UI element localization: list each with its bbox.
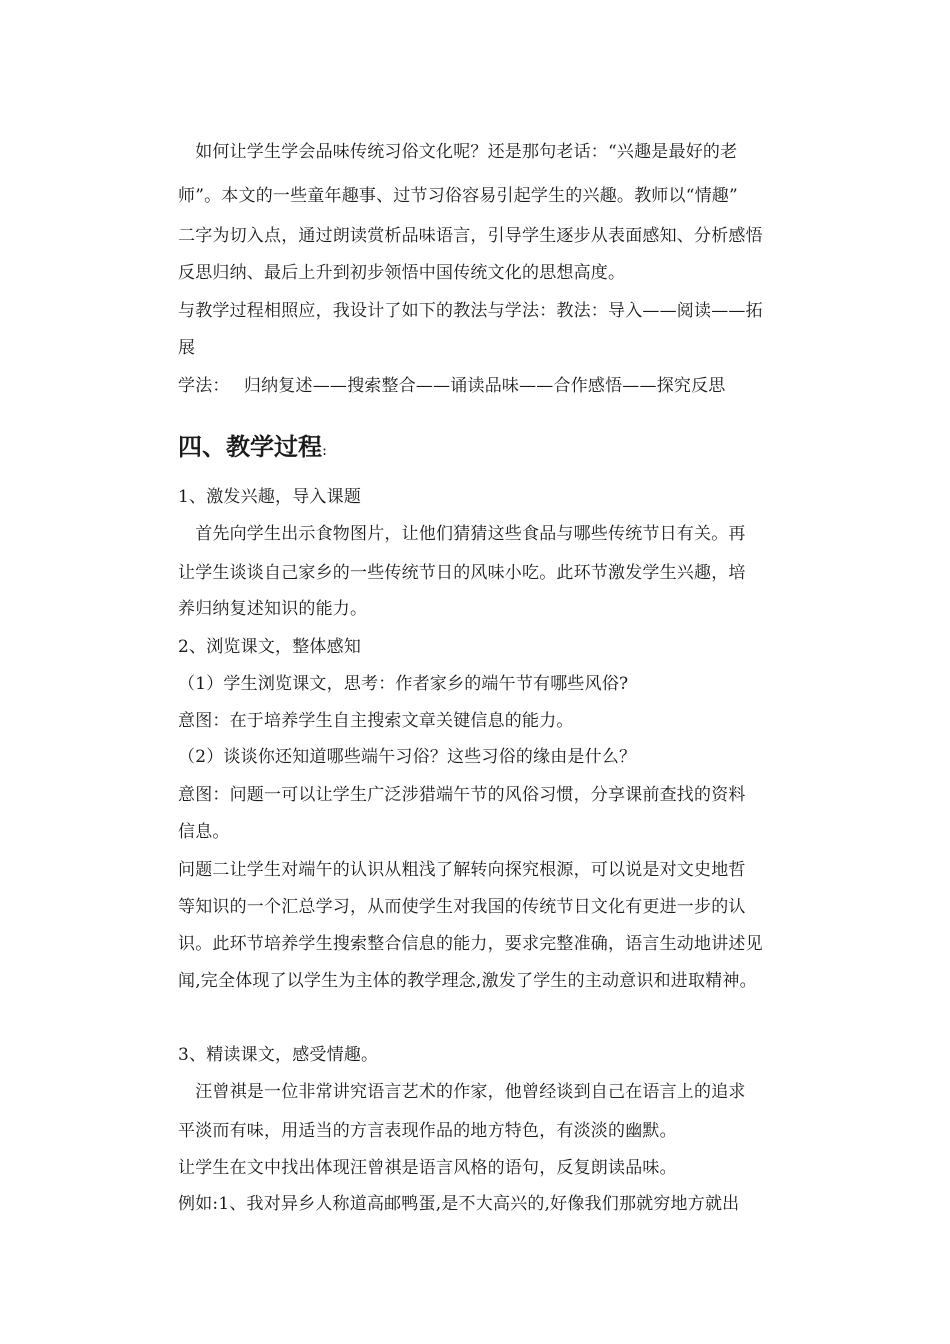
paragraph-line: 二字为切入点，通过朗读赏析品味语言，引导学生逐步从表面感知、分析感悟 — [178, 226, 763, 246]
paragraph-line: 识。此环节培养学生搜索整合信息的能力，要求完整准确，语言生动地讲述见 — [178, 934, 763, 954]
section-heading-text: 四、教学过程 — [178, 432, 322, 461]
paragraph-line: 意图：在于培养学生自主搜索文章关键信息的能力。 — [178, 711, 574, 731]
paragraph-line: 信息。 — [178, 822, 230, 842]
paragraph-line: （2）谈谈你还知道哪些端午习俗？这些习俗的缘由是什么？ — [178, 747, 637, 767]
paragraph-line: 学法： 归纳复述——搜索整合——诵读品味——合作感悟——探究反思 — [178, 376, 726, 396]
paragraph-line: 等知识的一个汇总学习，从而使学生对我国的传统节日文化有更进一步的认 — [178, 897, 746, 917]
paragraph-line: 汪曾祺是一位非常讲究语言艺术的作家，他曾经谈到自己在语言上的追求 — [178, 1082, 746, 1102]
paragraph-line: 闻,完全体现了以学生为主体的教学理念,激发了学生的主动意识和进取精神。 — [178, 971, 757, 991]
paragraph-line: 与教学过程相照应，我设计了如下的教法与学法：教法：导入——阅读——拓 — [178, 301, 763, 321]
paragraph-line: 首先向学生出示食物图片，让他们猜猜这些食品与哪些传统节日有关。再 — [178, 524, 746, 544]
paragraph-line: 展 — [178, 338, 196, 358]
section-heading-colon: : — [322, 441, 328, 459]
paragraph-line: 反思归纳、最后上升到初步领悟中国传统文化的思想高度。 — [178, 263, 626, 283]
paragraph-line: 意图：问题一可以让学生广泛涉猎端午节的风俗习惯，分享课前查找的资料 — [178, 785, 746, 805]
paragraph-line: 让学生在文中找出体现汪曾祺是语言风格的语句，反复朗读品味。 — [178, 1158, 677, 1178]
paragraph-line: 平淡而有味，用适当的方言表现作品的地方特色，有淡淡的幽默。 — [178, 1121, 677, 1141]
paragraph-line: 如何让学生学会品味传统习俗文化呢？还是那句老话：“兴趣是最好的老 — [178, 142, 738, 162]
subsection-title: 3、精读课文，感受情趣。 — [178, 1045, 379, 1065]
paragraph-line: 让学生谈谈自己家乡的一些传统节日的风味小吃。此环节激发学生兴趣，培 — [178, 563, 746, 583]
paragraph-line: （1）学生浏览课文，思考：作者家乡的端午节有哪些风俗? — [178, 674, 629, 694]
subsection-title: 1、激发兴趣，导入课题 — [178, 487, 362, 507]
paragraph-line: 例如:1、我对异乡人称道高邮鸭蛋,是不大高兴的,好像我们那就穷地方就出 — [178, 1194, 740, 1214]
section-heading — [178, 432, 327, 465]
paragraph-line: 师”。本文的一些童年趣事、过节习俗容易引起学生的兴趣。教师以“情趣” — [178, 186, 738, 206]
subsection-title: 2、浏览课文，整体感知 — [178, 637, 362, 657]
paragraph-line: 问题二让学生对端午的认识从粗浅了解转向探究根源，可以说是对文史地哲 — [178, 860, 746, 880]
paragraph-line: 养归纳复述知识的能力。 — [178, 599, 368, 619]
